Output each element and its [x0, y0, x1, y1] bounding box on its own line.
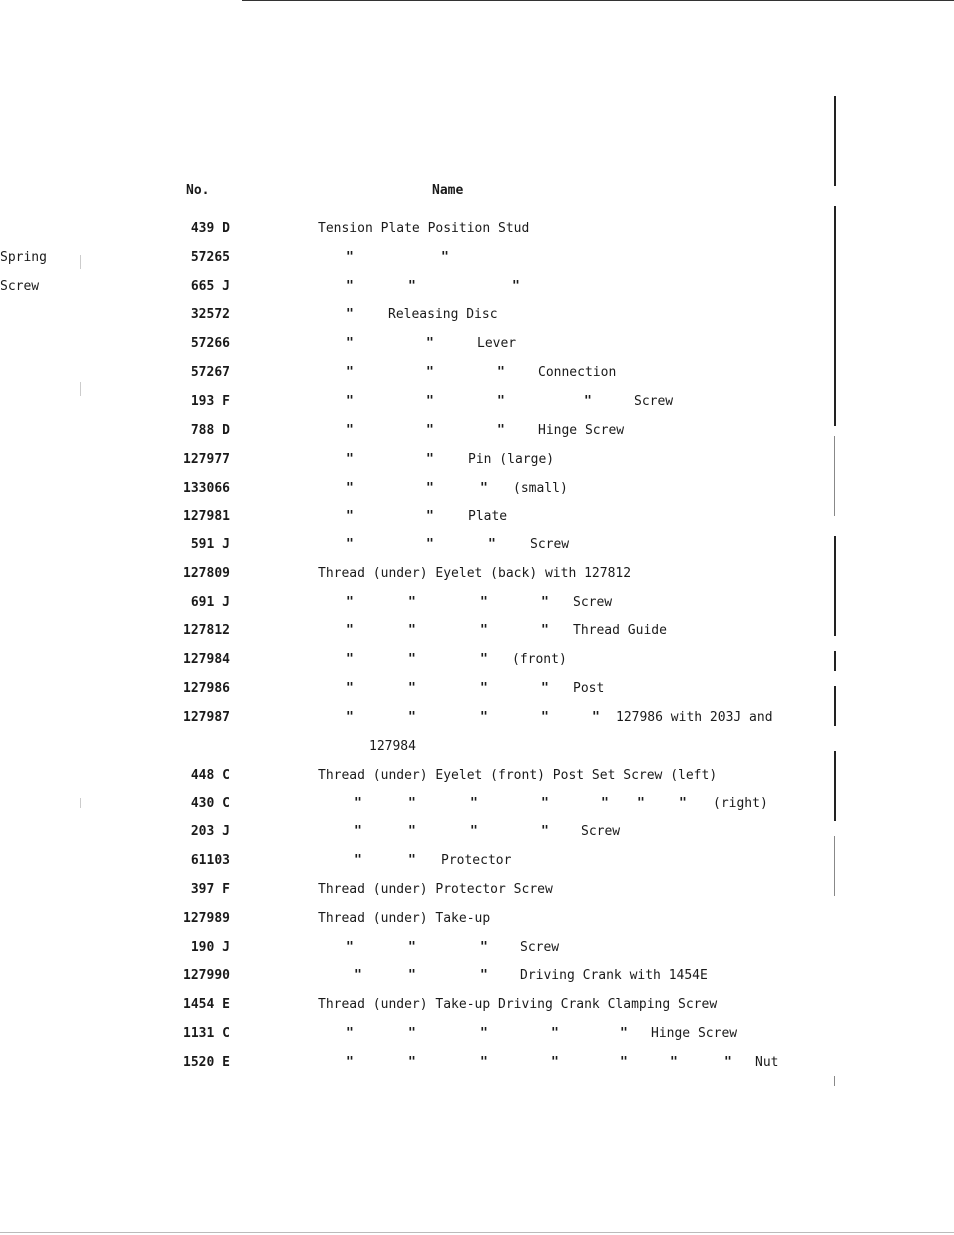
table-row — [0, 768, 954, 788]
ditto-mark: " — [497, 423, 505, 438]
ditto-mark: " — [346, 595, 354, 610]
part-number: 127809 — [183, 566, 230, 581]
ditto-mark: " — [354, 796, 362, 811]
ditto-mark: " — [408, 853, 416, 868]
part-name: (front) — [512, 652, 567, 667]
part-number: 1520 E — [183, 1055, 230, 1070]
ditto-mark: " — [408, 968, 416, 983]
ditto-mark: " — [346, 336, 354, 351]
part-name: Spring — [0, 250, 47, 265]
part-number: 127812 — [183, 623, 230, 638]
part-number: 448 C — [190, 768, 230, 783]
column-header-name: Name — [432, 183, 464, 198]
ditto-mark: " — [408, 1055, 416, 1070]
part-name: Thread Guide — [573, 623, 667, 638]
part-name: Pin (large) — [468, 452, 555, 467]
part-number: 127984 — [183, 652, 230, 667]
part-name: Post — [573, 681, 605, 696]
ditto-mark: " — [426, 481, 434, 496]
ditto-mark: " — [346, 537, 354, 552]
part-number: 57266 — [190, 336, 230, 351]
ditto-mark: " — [354, 824, 362, 839]
part-number: 127986 — [183, 681, 230, 696]
part-name: Tension Plate Position Stud — [318, 221, 530, 236]
part-number: 127989 — [183, 911, 230, 926]
ditto-mark: " — [480, 1026, 488, 1041]
ditto-mark: " — [426, 336, 434, 351]
part-name: (small) — [513, 481, 568, 496]
part-name: Protector — [441, 853, 512, 868]
part-number: 1454 E — [183, 997, 230, 1012]
ditto-mark: " — [346, 1026, 354, 1041]
table-row — [0, 250, 954, 270]
table-row — [0, 853, 954, 873]
ditto-mark: " — [541, 796, 549, 811]
ditto-mark: " — [541, 681, 549, 696]
ditto-mark: " — [441, 250, 449, 265]
part-number: 57265 — [190, 250, 230, 265]
part-name: 127986 with 203J and — [616, 710, 773, 725]
ditto-mark: " — [512, 279, 520, 294]
part-name: Releasing Disc — [388, 307, 498, 322]
part-name: Driving Crank with 1454E — [520, 968, 708, 983]
table-row — [0, 623, 954, 643]
part-number: 127990 — [183, 968, 230, 983]
table-row — [0, 997, 954, 1017]
ditto-mark: " — [346, 250, 354, 265]
ditto-mark: " — [670, 1055, 678, 1070]
ditto-mark: " — [426, 365, 434, 380]
table-row — [0, 940, 954, 960]
table-row — [0, 681, 954, 701]
part-name: Screw — [520, 940, 560, 955]
ditto-mark: " — [346, 1055, 354, 1070]
ditto-mark: " — [426, 394, 434, 409]
ditto-mark: " — [470, 824, 478, 839]
ditto-mark: " — [346, 710, 354, 725]
table-row — [0, 911, 954, 931]
table-row — [0, 968, 954, 988]
bottom-edge-rule — [0, 1232, 954, 1233]
ditto-mark: " — [541, 623, 549, 638]
part-name: (right) — [713, 796, 768, 811]
ditto-mark: " — [426, 423, 434, 438]
ditto-mark: " — [354, 968, 362, 983]
table-row — [0, 423, 954, 443]
ditto-mark: " — [480, 940, 488, 955]
ditto-mark: " — [637, 796, 645, 811]
part-name: Thread (under) Protector Screw — [318, 882, 553, 897]
ditto-mark: " — [408, 623, 416, 638]
table-row — [0, 652, 954, 672]
part-name: Screw — [573, 595, 613, 610]
ditto-mark: " — [408, 796, 416, 811]
ditto-mark: " — [541, 595, 549, 610]
ditto-mark: " — [346, 652, 354, 667]
part-name: Connection — [538, 365, 617, 380]
ditto-mark: " — [426, 509, 434, 524]
ditto-mark: " — [592, 710, 600, 725]
ditto-mark: " — [346, 307, 354, 322]
ditto-mark: " — [354, 853, 362, 868]
part-number: 127981 — [183, 509, 230, 524]
part-number: 32572 — [190, 307, 230, 322]
part-number: 127977 — [183, 452, 230, 467]
table-row — [0, 365, 954, 385]
part-name-continuation: 127984 — [369, 739, 416, 754]
ditto-mark: " — [480, 710, 488, 725]
part-name: Thread (under) Take-up Driving Crank Clamping Screw — [318, 997, 718, 1012]
ditto-mark: " — [480, 652, 488, 667]
table-row — [0, 1026, 954, 1046]
ditto-mark: " — [541, 710, 549, 725]
ditto-mark: " — [584, 394, 592, 409]
ditto-mark: " — [346, 365, 354, 380]
part-number: 1131 C — [183, 1026, 230, 1041]
part-number: 665 J — [190, 279, 230, 294]
part-name: Lever — [477, 336, 517, 351]
ditto-mark: " — [679, 796, 687, 811]
ditto-mark: " — [426, 537, 434, 552]
column-header-no: No. — [186, 183, 210, 198]
part-name: Hinge Screw — [538, 423, 625, 438]
table-row — [0, 796, 954, 816]
part-number: 788 D — [190, 423, 230, 438]
part-number: 193 F — [190, 394, 230, 409]
ditto-mark: " — [497, 394, 505, 409]
ditto-mark: " — [408, 279, 416, 294]
ditto-mark: " — [497, 365, 505, 380]
part-name: Hinge Screw — [651, 1026, 738, 1041]
ditto-mark: " — [480, 595, 488, 610]
ditto-mark: " — [408, 595, 416, 610]
ditto-mark: " — [488, 537, 496, 552]
table-row — [0, 824, 954, 844]
ditto-mark: " — [480, 481, 488, 496]
part-name: Thread (under) Take-up — [318, 911, 491, 926]
table-row — [0, 307, 954, 327]
top-edge-rule — [242, 0, 954, 1]
ditto-mark: " — [346, 940, 354, 955]
table-row — [0, 882, 954, 902]
part-number: 61103 — [190, 853, 230, 868]
part-number: 133066 — [183, 481, 230, 496]
part-number: 57267 — [190, 365, 230, 380]
ditto-mark: " — [724, 1055, 732, 1070]
ditto-mark: " — [346, 423, 354, 438]
part-name: Nut — [755, 1055, 779, 1070]
table-row — [0, 279, 954, 299]
part-name: Screw — [581, 824, 621, 839]
part-number: 430 C — [190, 796, 230, 811]
part-name: Thread (under) Eyelet (front) Post Set Screw (left) — [318, 768, 718, 783]
ditto-mark: " — [408, 824, 416, 839]
ditto-mark: " — [408, 710, 416, 725]
ditto-mark: " — [346, 623, 354, 638]
ditto-mark: " — [346, 394, 354, 409]
ditto-mark: " — [408, 652, 416, 667]
part-name: Plate — [468, 509, 508, 524]
part-name: Thread (under) Eyelet (back) with 127812 — [318, 566, 632, 581]
table-row — [0, 481, 954, 501]
ditto-mark: " — [601, 796, 609, 811]
table-row — [0, 452, 954, 472]
ditto-mark: " — [480, 681, 488, 696]
ditto-mark: " — [346, 481, 354, 496]
part-name: Screw — [530, 537, 570, 552]
part-number: 397 F — [190, 882, 230, 897]
ditto-mark: " — [346, 452, 354, 467]
part-number: 203 J — [190, 824, 230, 839]
ditto-mark: " — [551, 1055, 559, 1070]
ditto-mark: " — [551, 1026, 559, 1041]
ditto-mark: " — [408, 940, 416, 955]
table-row — [0, 394, 954, 414]
table-row — [0, 537, 954, 557]
ditto-mark: " — [620, 1055, 628, 1070]
part-number: 591 J — [190, 537, 230, 552]
ditto-mark: " — [480, 623, 488, 638]
part-number: 691 J — [190, 595, 230, 610]
ditto-mark: " — [346, 681, 354, 696]
part-number: 127987 — [183, 710, 230, 725]
part-number: 439 D — [190, 221, 230, 236]
part-number: 190 J — [190, 940, 230, 955]
table-row — [0, 221, 954, 241]
table-row — [0, 710, 954, 730]
part-name: Screw — [634, 394, 674, 409]
ditto-mark: " — [470, 796, 478, 811]
ditto-mark: " — [346, 279, 354, 294]
table-row — [0, 509, 954, 529]
table-row — [0, 336, 954, 356]
ditto-mark: " — [620, 1026, 628, 1041]
ditto-mark: " — [346, 509, 354, 524]
table-row — [0, 1055, 954, 1075]
ditto-mark: " — [408, 681, 416, 696]
table-row — [0, 595, 954, 615]
part-name: Screw — [0, 279, 40, 294]
ditto-mark: " — [408, 1026, 416, 1041]
ditto-mark: " — [480, 1055, 488, 1070]
ditto-mark: " — [480, 968, 488, 983]
ditto-mark: " — [541, 824, 549, 839]
table-row — [0, 566, 954, 586]
ditto-mark: " — [426, 452, 434, 467]
